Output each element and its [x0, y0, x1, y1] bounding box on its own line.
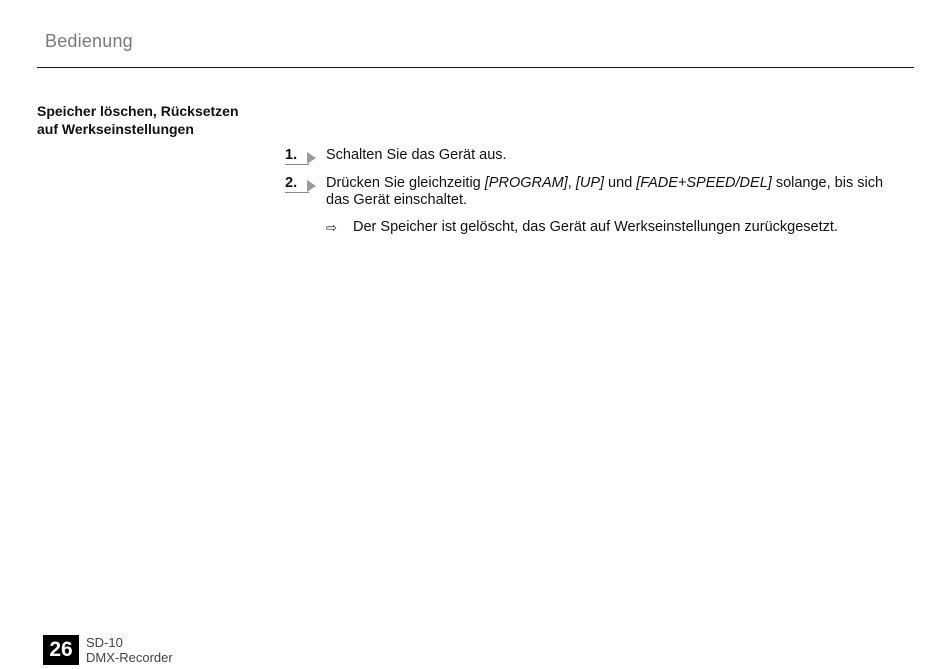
key-fade-speed-del: [FADE+SPEED/DEL] — [636, 175, 772, 191]
result-arrow-icon: ⇨ — [326, 220, 337, 235]
step-marker — [285, 147, 319, 167]
page-header-title: Bedienung — [45, 31, 133, 51]
section-heading-line-1: Speicher löschen, Rücksetzen — [37, 103, 239, 119]
step-number: 2. — [285, 175, 298, 191]
step-marker — [285, 175, 319, 195]
footer-model: SD-10 — [86, 635, 123, 650]
footer-product — [86, 635, 173, 665]
key-program: [PROGRAM] — [484, 175, 568, 191]
step-number: 1. — [285, 147, 298, 163]
step-text-before: Drücken Sie gleichzeitig — [326, 175, 485, 191]
step-text: Schalten Sie das Gerät aus. — [326, 147, 507, 163]
step-arrow-icon — [307, 152, 316, 164]
header-rule — [37, 67, 914, 68]
page-number: 26 — [43, 635, 79, 665]
step-underline — [285, 164, 309, 165]
result-text: Der Speicher ist gelöscht, das Gerät auf Werkseinstellungen zurückgesetzt. — [353, 219, 838, 235]
step-text-sep-2: und — [604, 175, 637, 191]
step-text — [326, 175, 906, 209]
section-heading — [37, 102, 267, 138]
step-underline — [285, 192, 309, 193]
step-text-after: solange, bis sich das Gerät einschaltet. — [326, 175, 884, 208]
section-heading-line-2: auf Werkseinstellungen — [37, 121, 194, 137]
footer-product-name: DMX-Recorder — [86, 650, 173, 665]
step-text-sep-1: , — [567, 175, 576, 191]
key-up: [UP] — [575, 175, 605, 191]
step-arrow-icon — [307, 180, 316, 192]
